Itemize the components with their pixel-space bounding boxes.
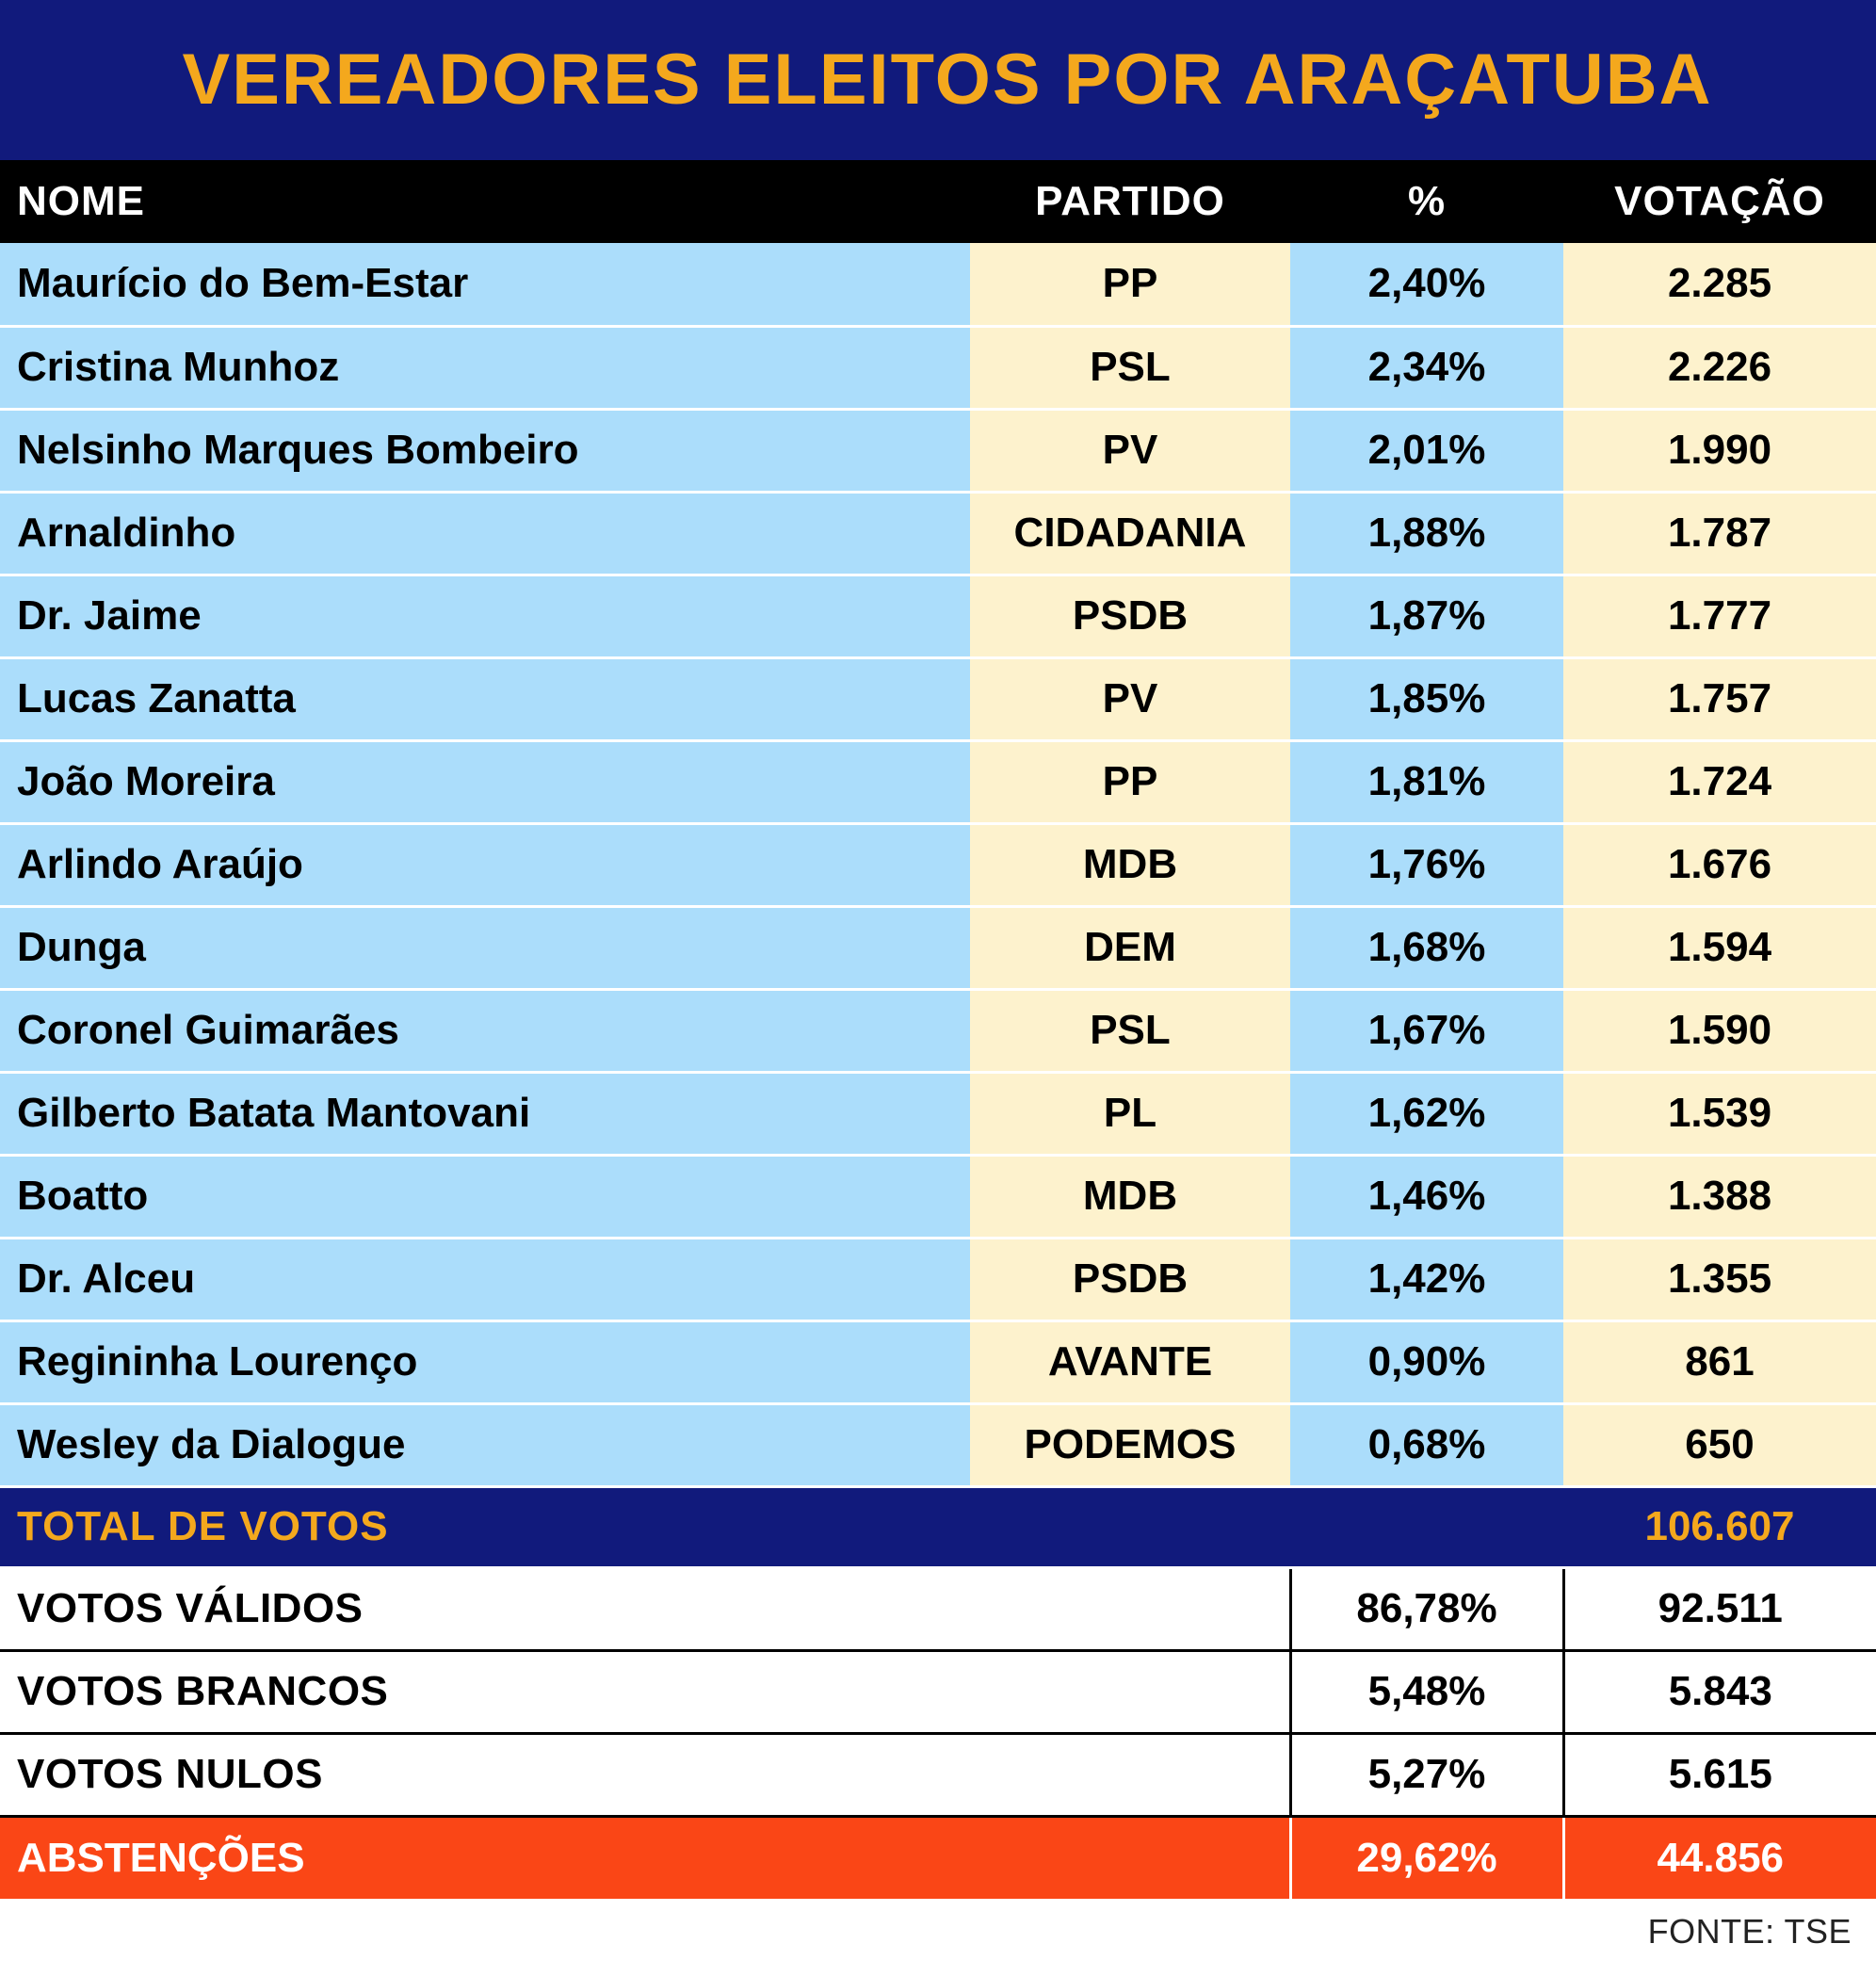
candidate-party: PP [970,740,1290,823]
candidate-name: Maurício do Bem-Estar [0,243,970,326]
table-row [0,657,1876,740]
candidate-percent: 1,67% [1290,989,1563,1072]
valid-votes-percent: 86,78% [1290,1567,1563,1650]
table-header [0,160,1876,243]
candidate-votes: 2.226 [1563,326,1876,409]
candidate-name: Wesley da Dialogue [0,1403,970,1486]
source-note: FONTE: TSE [1647,1912,1852,1951]
candidate-votes: 1.676 [1563,823,1876,906]
candidate-percent: 0,68% [1290,1403,1563,1486]
candidate-name: Arnaldinho [0,492,970,575]
table-row [0,575,1876,657]
candidate-votes: 2.285 [1563,243,1876,326]
table-row [0,1403,1876,1486]
candidate-votes: 1.757 [1563,657,1876,740]
candidate-party: MDB [970,1155,1290,1238]
candidate-name: Nelsinho Marques Bombeiro [0,409,970,492]
total-votes-row [0,1486,1876,1567]
candidate-percent: 1,87% [1290,575,1563,657]
table-row [0,1072,1876,1155]
candidate-name: Gilberto Batata Mantovani [0,1072,970,1155]
candidate-percent: 1,76% [1290,823,1563,906]
blank-votes-label: VOTOS BRANCOS [0,1650,1290,1733]
null-votes-label: VOTOS NULOS [0,1733,1290,1816]
column-header-name: NOME [0,160,970,243]
candidate-party: PSL [970,989,1290,1072]
candidate-party: PL [970,1072,1290,1155]
candidate-percent: 1,46% [1290,1155,1563,1238]
table-row [0,1238,1876,1320]
table-row [0,906,1876,989]
table-row [0,823,1876,906]
total-votes-party [970,1486,1290,1567]
candidate-percent: 1,62% [1290,1072,1563,1155]
valid-votes-row [0,1567,1876,1650]
candidate-party: PODEMOS [970,1403,1290,1486]
table-header-row [0,160,1876,243]
candidate-name: Dunga [0,906,970,989]
candidate-party: DEM [970,906,1290,989]
candidate-party: MDB [970,823,1290,906]
candidate-percent: 2,34% [1290,326,1563,409]
candidate-percent: 1,68% [1290,906,1563,989]
candidate-party: AVANTE [970,1320,1290,1403]
candidate-percent: 1,88% [1290,492,1563,575]
candidate-votes: 1.388 [1563,1155,1876,1238]
candidate-name: Regininha Lourenço [0,1320,970,1403]
candidate-party: PV [970,657,1290,740]
blank-votes-percent: 5,48% [1290,1650,1563,1733]
candidate-party: PSL [970,326,1290,409]
candidate-name: Boatto [0,1155,970,1238]
total-votes-percent [1290,1486,1563,1567]
total-votes-label: TOTAL DE VOTOS [0,1486,970,1567]
candidate-party: PSDB [970,1238,1290,1320]
candidate-votes: 650 [1563,1403,1876,1486]
elected-councilors-table [0,160,1876,1899]
candidate-name: Cristina Munhoz [0,326,970,409]
null-votes-percent: 5,27% [1290,1733,1563,1816]
candidate-name: Coronel Guimarães [0,989,970,1072]
blank-votes-row [0,1650,1876,1733]
null-votes-value: 5.615 [1563,1733,1876,1816]
candidate-percent: 1,81% [1290,740,1563,823]
candidate-name: João Moreira [0,740,970,823]
candidate-votes: 1.590 [1563,989,1876,1072]
blank-votes-value: 5.843 [1563,1650,1876,1733]
title-bar [0,0,1876,160]
table-row [0,740,1876,823]
table-row [0,243,1876,326]
candidate-votes: 1.724 [1563,740,1876,823]
candidate-percent: 2,40% [1290,243,1563,326]
table-row [0,1155,1876,1238]
candidate-votes: 1.777 [1563,575,1876,657]
column-header-percent: % [1290,160,1563,243]
candidate-name: Lucas Zanatta [0,657,970,740]
column-header-party: PARTIDO [970,160,1290,243]
candidate-name: Dr. Jaime [0,575,970,657]
candidate-percent: 0,90% [1290,1320,1563,1403]
candidate-percent: 2,01% [1290,409,1563,492]
candidate-name: Dr. Alceu [0,1238,970,1320]
candidate-party: PV [970,409,1290,492]
column-header-votes: VOTAÇÃO [1563,160,1876,243]
table-row [0,1320,1876,1403]
total-votes-value: 106.607 [1563,1486,1876,1567]
abstentions-label: ABSTENÇÕES [0,1816,1290,1899]
table-row [0,409,1876,492]
candidate-votes: 861 [1563,1320,1876,1403]
table-body [0,243,1876,1899]
candidate-votes: 1.990 [1563,409,1876,492]
candidate-votes: 1.539 [1563,1072,1876,1155]
table-row [0,326,1876,409]
candidate-name: Arlindo Araújo [0,823,970,906]
abstentions-row [0,1816,1876,1899]
null-votes-row [0,1733,1876,1816]
candidate-votes: 1.787 [1563,492,1876,575]
candidate-votes: 1.355 [1563,1238,1876,1320]
abstentions-value: 44.856 [1563,1816,1876,1899]
table-row [0,989,1876,1072]
candidate-votes: 1.594 [1563,906,1876,989]
abstentions-percent: 29,62% [1290,1816,1563,1899]
candidate-party: PSDB [970,575,1290,657]
candidate-percent: 1,42% [1290,1238,1563,1320]
page-title: VEREADORES ELEITOS POR ARAÇATUBA [182,40,1713,120]
candidate-party: PP [970,243,1290,326]
candidate-percent: 1,85% [1290,657,1563,740]
valid-votes-label: VOTOS VÁLIDOS [0,1567,1290,1650]
candidate-party: CIDADANIA [970,492,1290,575]
table-row [0,492,1876,575]
valid-votes-value: 92.511 [1563,1567,1876,1650]
